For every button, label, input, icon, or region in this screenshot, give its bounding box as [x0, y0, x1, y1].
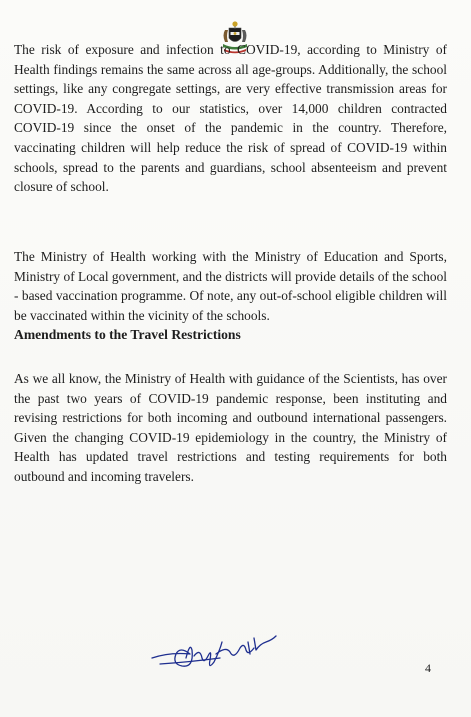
- paragraph-school-vaccination-programme: The Ministry of Health working with the Ministry of Education and Sports, Ministry of Local government, and the districts will provide details of the school - based vaccination programme. Of note, any out-of-school eligible children will be vaccinated within the vicinity of the schools.: [14, 249, 447, 323]
- handwritten-signature: [150, 628, 280, 673]
- page-number: 4: [425, 661, 431, 675]
- paragraph-travel-restrictions: As we all know, the Ministry of Health with guidance of the Scientists, has over the past two years of COVID-19 pandemic response, been instituting and revising restrictions for both incoming and outbound international passengers. Given the changing COVID-19 epidemiology in the country, the Ministry of Health has updated travel restrictions and testing requirements for both outbound and incoming travelers.: [14, 371, 447, 484]
- section-heading-travel-restrictions: Amendments to the Travel Restrictions: [14, 327, 241, 342]
- paragraph-vaccination-rationale: The risk of exposure and infection to COVID-19, according to Ministry of Health findings remains the same across all age-groups. Additionally, the school settings, like any congregate settings, are very effective transmission areas for COVID-19. According to our statistics, over 14,000 children contracted COVID-19 since the onset of the pandemic in the country. Therefore, vaccinating children will help reduce the risk of spread of COVID-19 within schools, spread to the parents and guardians, school absenteeism and prevent closure of school.: [14, 42, 447, 195]
